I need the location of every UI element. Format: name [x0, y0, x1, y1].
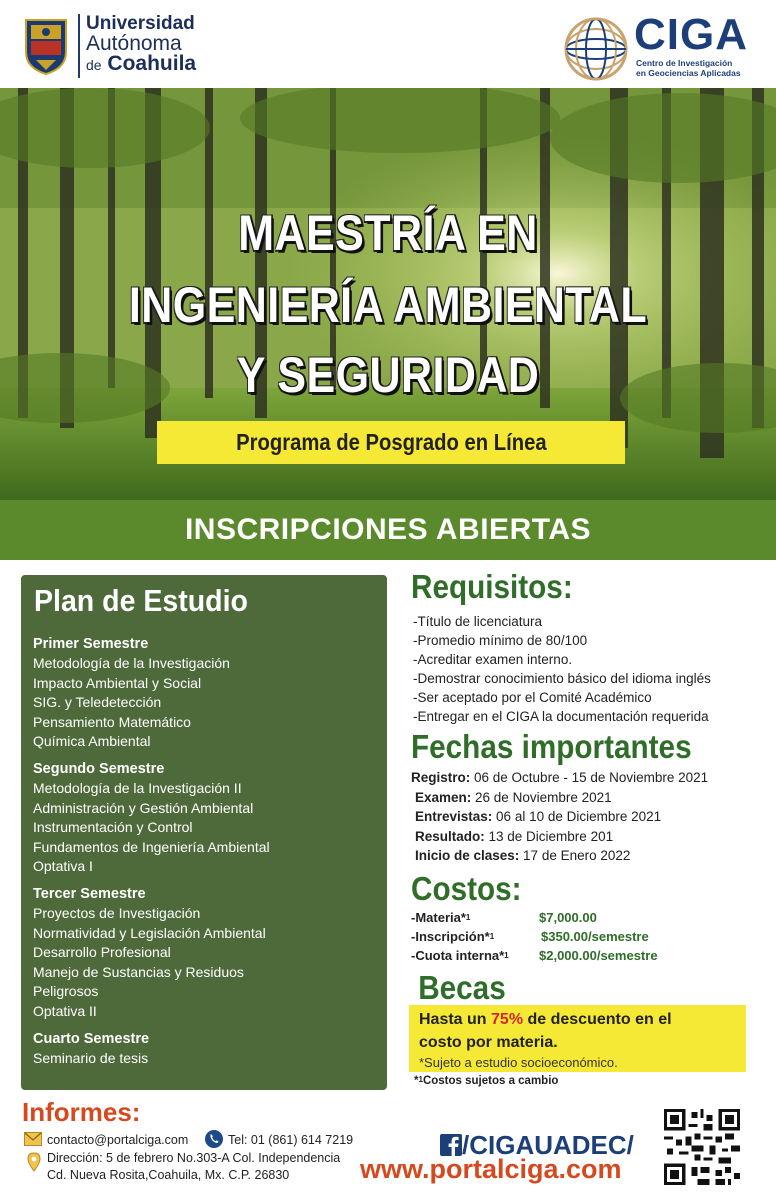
contact-email[interactable]: contacto@portalciga.com: [47, 1133, 189, 1147]
requisito-item: -Promedio mínimo de 80/100: [413, 633, 588, 648]
costos-title: Costos:: [411, 869, 522, 907]
costos-list: [411, 908, 771, 965]
location-icon: [26, 1152, 42, 1172]
contact-phone[interactable]: Tel: 01 (861) 614 7219: [228, 1133, 354, 1147]
becas-title: Becas: [418, 968, 506, 1006]
university-line1: Universidad: [86, 13, 195, 34]
costo-item: -Inscripción*$^1$ $350.00/semestre: [411, 928, 649, 944]
university-line3: de Coahuila: [86, 52, 197, 75]
course-item: Administración y Gestión Ambiental: [33, 799, 254, 816]
course-item: Metodología de la Investigación II: [33, 779, 242, 796]
course-item: Fundamentos de Ingeniería Ambiental: [33, 838, 270, 855]
becas-line1: Hasta un 75% de descuento en el: [419, 1011, 672, 1028]
requisito-item: -Demostrar conocimiento básico del idioma inglés: [413, 671, 711, 686]
requisito-item: -Ser aceptado por el Comité Académico: [413, 690, 652, 705]
website-link[interactable]: www.portalciga.com: [360, 1154, 622, 1184]
logo-divider: [78, 14, 80, 78]
requisito-item: -Título de licenciatura: [413, 614, 543, 629]
course-item: Proyectos de Investigación: [33, 904, 201, 921]
fecha-item: Examen: 26 de Noviembre 2021: [415, 789, 612, 805]
email-icon: [24, 1132, 42, 1146]
becas-note: *Sujeto a estudio socioeconómico.: [419, 1055, 618, 1070]
fechas-list: [411, 768, 771, 866]
hero-title-line2: INGENIERÍA AMBIENTAL: [128, 277, 648, 333]
semester-title: Cuarto Semestre: [33, 1030, 150, 1047]
course-item: Química Ambiental: [33, 733, 151, 750]
course-item: Instrumentación y Control: [33, 819, 193, 836]
course-item: Impacto Ambiental y Social: [33, 674, 202, 691]
requisito-item: -Acreditar examen interno.: [413, 652, 573, 667]
inscripciones-banner: [0, 500, 776, 560]
contact-address-line1: Dirección: 5 de febrero No.303-A Col. Independencia: [47, 1151, 341, 1165]
ciga-globe-icon: [563, 16, 629, 82]
fecha-item: Registro: 06 de Octubre - 15 de Noviembre 2021: [411, 770, 709, 785]
contact-address-line2: Cd. Nueva Rosita,Coahuila, Mx. C.P. 26830: [47, 1168, 290, 1182]
whatsapp-icon: [204, 1129, 224, 1149]
course-item: Optativa I: [33, 858, 93, 875]
becas-line2: costo por materia.: [419, 1034, 558, 1051]
hero-forest: [0, 88, 776, 500]
ciga-subtitle: Centro de Investigación en Geociencias Aplicadas: [636, 58, 741, 78]
info-column: [411, 568, 771, 1007]
requisito-item: -Entregar en el CIGA la documentación requerida: [413, 709, 709, 724]
plan-de-estudio-panel: [21, 575, 387, 1090]
fechas-title: Fechas importantes: [411, 728, 692, 765]
course-item: Normatividad y Legislación Ambiental: [33, 924, 266, 941]
course-item: SIG. y Teledetección: [33, 694, 162, 711]
course-item: Optativa II: [33, 1002, 97, 1019]
course-item: Desarrollo Profesional: [33, 944, 171, 961]
plan-title: Plan de Estudio: [34, 583, 248, 618]
requisitos-title: Requisitos:: [411, 568, 573, 605]
program-subtitle-banner: [157, 421, 625, 464]
header: [0, 0, 776, 88]
becas-box: [409, 1005, 746, 1072]
requisitos-list: [411, 612, 771, 726]
hero-title-line3: Y SEGURIDAD: [236, 347, 540, 403]
university-line2: Autónoma: [86, 32, 182, 55]
hero-title-line1: MAESTRÍA EN: [238, 205, 538, 261]
facebook-handle: /CIGAUADEC/: [462, 1130, 634, 1160]
university-name: [86, 14, 196, 75]
costo-item: -Cuota interna*$^1$ $2,000.00/semestre: [411, 947, 658, 963]
course-item: Seminario de tesis: [33, 1049, 149, 1066]
costo-item: -Materia*$^1$ $7,000.00: [411, 909, 597, 925]
course-item: Pensamiento Matemático: [33, 713, 191, 730]
uadec-shield-icon: [22, 16, 70, 76]
fecha-item: Entrevistas: 06 al 10 de Diciembre 2021: [415, 809, 662, 824]
informes-title: Informes:: [22, 1097, 141, 1127]
semester-title: Segundo Semestre: [33, 760, 165, 777]
fecha-item: Inicio de clases: 17 de Enero 2022: [415, 848, 631, 863]
course-item: Peligrosos: [33, 983, 99, 1000]
qr-code-icon: [664, 1109, 740, 1185]
fecha-item: Resultado: 13 de Diciembre 201: [415, 828, 614, 844]
program-subtitle: Programa de Posgrado en Línea: [235, 429, 547, 455]
course-item: Metodología de la Investigación: [33, 655, 230, 671]
ciga-name: CIGA: [634, 10, 748, 59]
semester-title: Tercer Semestre: [33, 885, 146, 902]
semester-title: Primer Semestre: [33, 636, 149, 652]
inscripciones-text: INSCRIPCIONES ABIERTAS: [184, 513, 592, 546]
costos-aviso: *$^1$Costos sujetos a cambio: [414, 1075, 559, 1087]
course-item: Manejo de Sustancias y Residuos: [33, 963, 244, 980]
